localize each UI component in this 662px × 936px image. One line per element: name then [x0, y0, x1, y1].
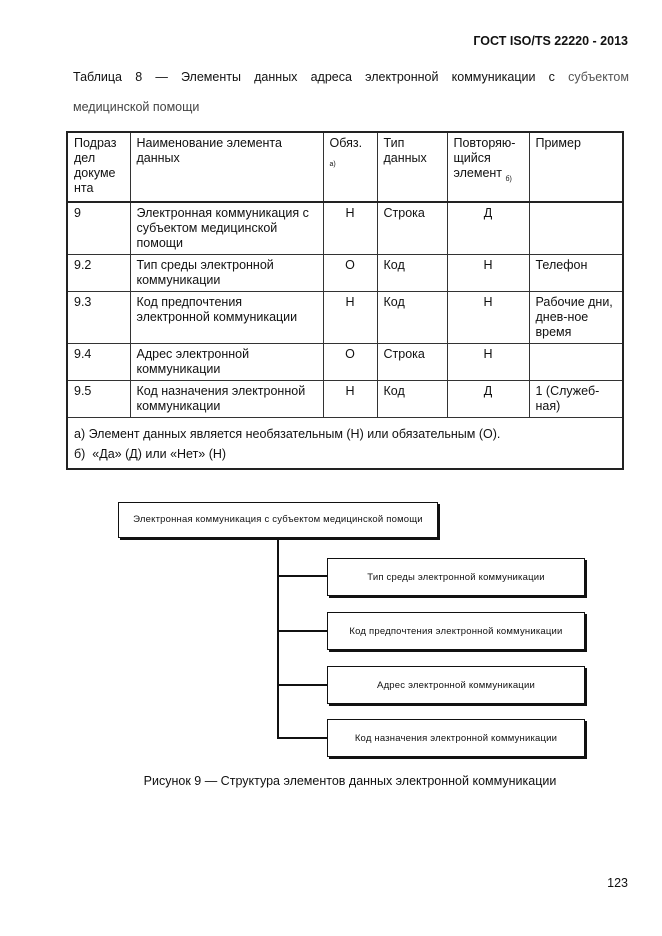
connector-trunk [277, 538, 279, 738]
table-row [67, 344, 623, 381]
cell-example: 1 (Служеб-ная) [529, 381, 623, 418]
header-type: Тип данных [377, 132, 447, 202]
cell-required: О [323, 344, 377, 381]
table-row [67, 381, 623, 418]
cell-repeating: Д [447, 381, 529, 418]
cell-name: Тип среды электронной коммуникации [130, 255, 323, 292]
connector-branch [277, 575, 327, 577]
cell-example: Рабочие дни, днев-ное время [529, 292, 623, 344]
cell-type: Строка [377, 344, 447, 381]
caption-word: адреса [310, 70, 352, 84]
cell-repeating: Н [447, 292, 529, 344]
diagram-root-box: Электронная коммуникация с субъектом медицинской помощи [118, 502, 438, 538]
table-row [67, 292, 623, 344]
connector-branch [277, 630, 327, 632]
header-required-label: Обяз. [329, 136, 363, 150]
caption-word: — [155, 70, 168, 84]
table-footnotes-row [67, 418, 623, 470]
diagram-child-box: Адрес электронной коммуникации [327, 666, 585, 704]
cell-example: Телефон [529, 255, 623, 292]
table-row [67, 202, 623, 255]
cell-type: Код [377, 381, 447, 418]
footnote [74, 424, 616, 444]
connector-branch [277, 737, 327, 739]
header-name: Наименование элемента данных [130, 132, 323, 202]
header-subsection: Подраз дел докуме нта [67, 132, 130, 202]
cell-name: Адрес электронной коммуникации [130, 344, 323, 381]
cell-example [529, 202, 623, 255]
diagram-child-box: Код назначения электронной коммуникации [327, 719, 585, 757]
header-repeating-note: б) [505, 176, 512, 183]
cell-required: О [323, 255, 377, 292]
diagram-child-box: Код предпочтения электронной коммуникации [327, 612, 585, 650]
header-example: Пример [529, 132, 623, 202]
figure-caption: Рисунок 9 — Структура элементов данных электронной коммуникации [143, 774, 557, 788]
cell-subsection: 9.2 [67, 255, 130, 292]
table-row [67, 255, 623, 292]
footnote-text: «Да» (Д) или «Нет» (Н) [92, 447, 227, 461]
header-required-note: а) [329, 161, 336, 168]
cell-repeating: Д [447, 202, 529, 255]
table-footnotes [67, 418, 623, 470]
cell-type: Код [377, 255, 447, 292]
cell-name: Код предпочтения электронной коммуникации [130, 292, 323, 344]
caption-word: коммуникации [451, 70, 536, 84]
cell-subsection: 9.4 [67, 344, 130, 381]
footnote-mark: б) [74, 447, 86, 461]
footnote-mark: а) [74, 427, 86, 441]
cell-repeating: Н [447, 344, 529, 381]
caption-word: данных [254, 70, 298, 84]
page-number: 123 [607, 876, 628, 890]
cell-required: Н [323, 202, 377, 255]
cell-subsection: 9.5 [67, 381, 130, 418]
cell-type: Код [377, 292, 447, 344]
caption-word: Таблица [73, 70, 123, 84]
cell-repeating: Н [447, 255, 529, 292]
diagram-child-box: Тип среды электронной коммуникации [327, 558, 585, 596]
cell-name: Код назначения электронной коммуникации [130, 381, 323, 418]
cell-example [529, 344, 623, 381]
cell-type: Строка [377, 202, 447, 255]
cell-subsection: 9 [67, 202, 130, 255]
header-repeating [447, 132, 529, 202]
document-header: ГОСТ ISO/TS 22220 - 2013 [473, 34, 628, 48]
cell-required: Н [323, 381, 377, 418]
header-repeating-label: Повторяю-щийся элемент [453, 136, 516, 180]
cell-subsection: 9.3 [67, 292, 130, 344]
caption-word: электронной [365, 70, 439, 84]
table-header-row [67, 132, 623, 202]
connector-branch [277, 684, 327, 686]
caption-word: с [548, 70, 555, 84]
table-caption [73, 70, 629, 84]
table-caption-line2: медицинской помощи [73, 100, 200, 114]
cell-name: Электронная коммуникация с субъектом медицинской помощи [130, 202, 323, 255]
cell-required: Н [323, 292, 377, 344]
caption-word: Элементы [180, 70, 241, 84]
data-elements-table [66, 131, 624, 470]
header-required [323, 132, 377, 202]
footnote-text: Элемент данных является необязательным (Н) или обязательным (О). [88, 427, 501, 441]
caption-word: субъектом [568, 70, 629, 84]
caption-word: 8 [135, 70, 143, 84]
footnote [74, 444, 616, 464]
